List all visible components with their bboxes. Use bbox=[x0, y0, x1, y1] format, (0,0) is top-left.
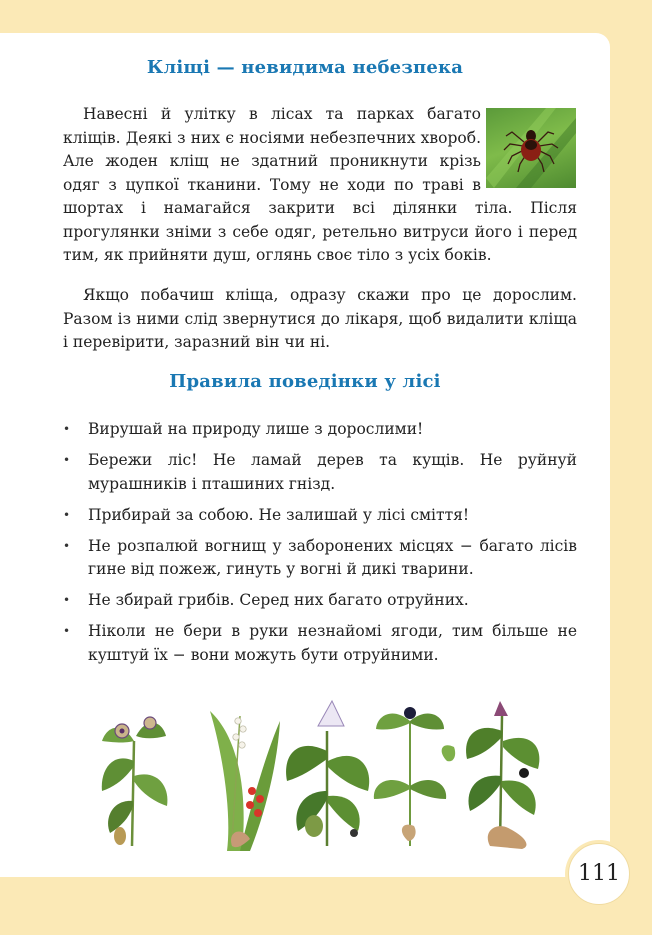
belladonna-plant-icon bbox=[466, 701, 539, 849]
rule-item bbox=[63, 449, 577, 496]
rule-text: Прибирай за собою. Не залишай у лісі сміття! bbox=[88, 505, 470, 524]
textbook-page bbox=[0, 33, 610, 877]
forest-rules-list bbox=[63, 418, 577, 675]
ticks-paragraph-1 bbox=[63, 103, 577, 268]
rule-item bbox=[63, 504, 577, 528]
rule-item bbox=[63, 418, 577, 442]
rule-text: Бережи ліс! Не ламай дерев та кущів. Не руйнуй мурашників і пташиних гнізд. bbox=[88, 451, 577, 493]
section-title-ticks: Кліщі — невидима небезпека bbox=[146, 57, 464, 78]
rule-item bbox=[63, 535, 577, 582]
datura-plant-icon bbox=[286, 701, 369, 846]
rule-text: Не збирай грибів. Серед них багато отруйних. bbox=[88, 591, 469, 609]
lily-of-the-valley-plant-icon bbox=[210, 711, 280, 851]
rule-text: Ніколи не бери в руки незнайомі ягоди, тим більше не куштуй їх − вони можуть бути отруйними. bbox=[88, 622, 577, 664]
ticks-paragraph-1-text: Навесні й улітку в лісах та парках багато кліщів. Деякі з них є носіями небезпечних хвороб. Але жоден кліщ не здатний проникнути крізь одяг з цупкої тканини. Тому не ходи по траві в шортах і намагайся закрити всі ділянки тіла. Після прогулянки зніми з себе одяг, ретельно витруси його і перед тим, як прийняти душ, оглянь своє тіло з усіх боків. bbox=[63, 105, 577, 264]
rule-item bbox=[63, 589, 577, 613]
rule-item bbox=[63, 620, 577, 667]
henbane-plant-icon bbox=[102, 717, 168, 846]
bullet-icon: • bbox=[63, 538, 71, 553]
section-title-forest-rules: Правила поведінки у лісі bbox=[169, 371, 441, 392]
rule-text: Не розпалюй вогнищ у заборонених місцях − багато лісів гине від пожеж, гинуть у вогні й дикі тварини. bbox=[88, 536, 577, 578]
photo-spacer bbox=[481, 103, 577, 193]
bullet-icon: • bbox=[63, 624, 71, 638]
bullet-icon: • bbox=[63, 593, 71, 607]
rule-text: Вирушай на природу лише з дорослими! bbox=[88, 420, 424, 438]
ticks-paragraph-2: Якщо побачиш кліща, одразу скажи про це дорослим. Разом із ними слід звернутися до лікаря, щоб видалити кліща і перевірити, заразний він чи ні. bbox=[63, 286, 577, 351]
herb-paris-plant-icon bbox=[374, 707, 455, 846]
page-number: 111 bbox=[568, 843, 630, 905]
bullet-icon: • bbox=[63, 422, 71, 436]
poisonous-plants-illustration bbox=[92, 681, 560, 851]
bullet-icon: • bbox=[63, 507, 71, 522]
bullet-icon: • bbox=[63, 453, 71, 467]
